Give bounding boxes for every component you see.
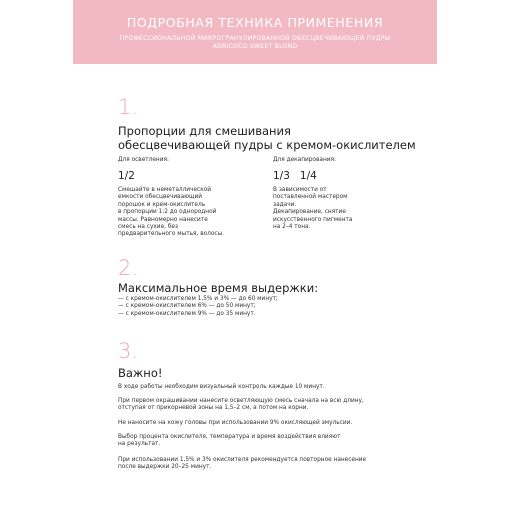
section1-right-ratio: 1/3 1/4 [273, 170, 317, 182]
section1-left-label: Для осветления: [118, 157, 169, 163]
left-text-line: смесь на сухие, без [118, 224, 179, 231]
important-paragraph [118, 398, 398, 413]
exposure-item: — с кремом-окислителем 9% — до 35 минут. [118, 310, 256, 317]
important-paragraph [118, 420, 398, 427]
left-text-line: емкости обесцвечивающий [118, 194, 203, 201]
section3-heading: Важно! [118, 366, 163, 380]
paragraph-line: на результат. [118, 441, 161, 448]
section2-heading: Максимальное время выдержки: [118, 281, 319, 295]
exposure-item: — с кремом-окислителем 6% — до 50 минут; [118, 303, 256, 310]
section1-left-text [118, 187, 258, 239]
paragraph-line: При использовании 1,5% и 3% окислителя рекомендуется повторное нанесение [118, 457, 367, 463]
right-text-line: задачи. [273, 201, 297, 208]
important-paragraph [118, 457, 398, 472]
paragraph-line: Не наносите на кожу головы при использовании 9% окисляющей эмульсии. [118, 420, 353, 426]
section1-right-label: Для декапирования: [273, 157, 336, 163]
section1-heading-line2: обесцвечивающей пудры с кремом-окислителем [118, 138, 416, 152]
paragraph-line: после выдержки 20–25 минут. [118, 464, 212, 471]
section2-number: 2. [118, 256, 139, 280]
header-subtitle-line1: ПРОФЕССИОНАЛЬНОЙ МИКРОГРАНУЛИРОВАННОЙ ОБЕСЦВЕЧИВАЮЩЕЙ ПУДРЫ [119, 35, 391, 42]
left-text-line: предварительного мытья, волосы. [118, 231, 225, 238]
right-text-line: на 2–4 тона. [273, 224, 311, 231]
section2-list [118, 296, 378, 318]
paragraph-line: Выбор процента окислителя, температура и время воздействия влияют [118, 434, 341, 440]
exposure-item: — с кремом-окислителем 1,5% и 3% — до 60 минут; [118, 296, 278, 302]
section1-heading-line1: Пропорции для смешивания [118, 124, 291, 138]
section1-right-text [273, 187, 403, 231]
left-text-line: Смешайте в неметаллической [118, 187, 212, 193]
paragraph-line: В ходе работы необходим визуальный контроль каждые 10 минут. [118, 384, 325, 390]
right-text-line: искусственного пигмента [273, 216, 353, 223]
header-subtitle-line2: ADRICOCO SWEET BLOND [212, 43, 298, 50]
right-text-line: Декапирование, снятие [273, 209, 346, 216]
left-text-line: порошок и крем-окислитель [118, 201, 206, 208]
header-title: ПОДРОБНАЯ ТЕХНИКА ПРИМЕНЕНИЯ [126, 15, 384, 30]
header-subtitle [73, 35, 437, 51]
important-paragraph [118, 384, 398, 391]
left-text-line: в пропорции 1:2 до однородной [118, 209, 217, 216]
right-text-line: поставленной мастером [273, 194, 348, 201]
section1-number: 1. [118, 95, 139, 119]
section1-left-ratio: 1/2 [118, 170, 135, 182]
paragraph-line: отступая от прикорневой зоны на 1,5–2 см, а потом на корни. [118, 405, 309, 412]
important-paragraph [118, 434, 398, 449]
right-text-line: В зависимости от [273, 187, 327, 193]
left-text-line: массы. Равномерно нанесите [118, 216, 208, 223]
paragraph-line: При первом окрашивании нанесите осветляющую смесь сначала на всю длину, [118, 398, 364, 404]
section3-number: 3. [118, 339, 139, 363]
header-banner [73, 0, 437, 64]
section1-heading [118, 124, 416, 152]
